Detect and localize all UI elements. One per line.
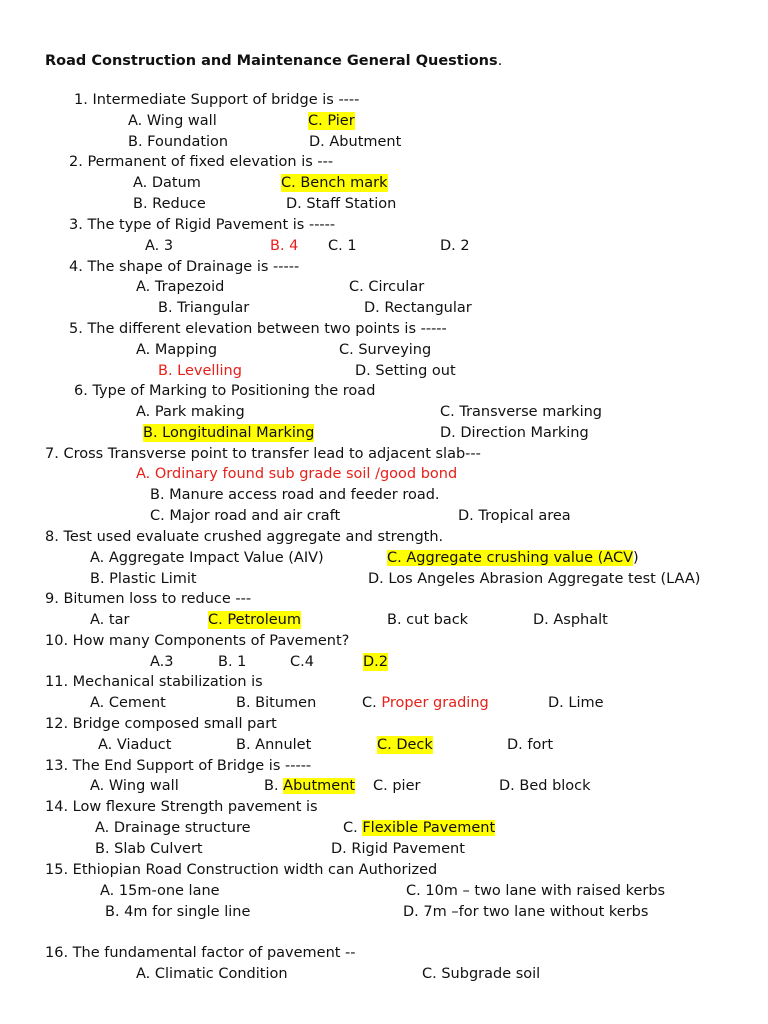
option-a: A. Park making bbox=[136, 404, 245, 420]
option-d: D. Tropical area bbox=[458, 508, 571, 524]
option-b: B. Bitumen bbox=[236, 695, 317, 711]
option-d: D. 2 bbox=[440, 238, 470, 254]
document-title: Road Construction and Maintenance General Questions. bbox=[45, 53, 503, 69]
option-c-answer: C. Aggregate crushing value (ACV) bbox=[387, 550, 639, 566]
question-7: 7. Cross Transverse point to transfer lead to adjacent slab--- bbox=[45, 446, 481, 462]
option-a: A. Wing wall bbox=[128, 113, 217, 129]
question-11: 11. Mechanical stabilization is bbox=[45, 674, 263, 690]
question-8: 8. Test used evaluate crushed aggregate and strength. bbox=[45, 529, 444, 545]
question-3: 3. The type of Rigid Pavement is ----- bbox=[69, 217, 336, 233]
option-d: D. 7m –for two lane without kerbs bbox=[403, 904, 649, 920]
option-d: D. fort bbox=[507, 737, 554, 753]
option-b-answer: B. Levelling bbox=[158, 363, 242, 379]
option-c: C. Transverse marking bbox=[440, 404, 602, 420]
option-c-answer: C. Deck bbox=[377, 737, 433, 753]
option-d: D. Rigid Pavement bbox=[331, 841, 465, 857]
option-a: A. Climatic Condition bbox=[136, 966, 288, 982]
option-d: D. Bed block bbox=[499, 778, 591, 794]
option-a: A.3 bbox=[150, 654, 174, 670]
question-14: 14. Low flexure Strength pavement is bbox=[45, 799, 318, 815]
question-5: 5. The different elevation between two points is ----- bbox=[69, 321, 447, 337]
option-a: A. 3 bbox=[145, 238, 174, 254]
option-d: D. Setting out bbox=[355, 363, 456, 379]
option-a: A. Trapezoid bbox=[136, 279, 225, 295]
question-10: 10. How many Components of Pavement? bbox=[45, 633, 350, 649]
question-2: 2. Permanent of fixed elevation is --- bbox=[69, 154, 334, 170]
option-b: B. 4m for single line bbox=[105, 904, 251, 920]
option-a: A. tar bbox=[90, 612, 130, 628]
option-d: D. Lime bbox=[548, 695, 604, 711]
option-a: A. 15m-one lane bbox=[100, 883, 220, 899]
option-c-answer: C. Pier bbox=[308, 113, 355, 129]
option-d: D. Direction Marking bbox=[440, 425, 589, 441]
option-c-answer: C. Bench mark bbox=[281, 175, 388, 191]
option-b: B. Triangular bbox=[158, 300, 250, 316]
option-b-answer: B. Abutment bbox=[264, 778, 356, 794]
option-c: C. pier bbox=[373, 778, 421, 794]
option-b: B. Annulet bbox=[236, 737, 312, 753]
option-c: C. Circular bbox=[349, 279, 425, 295]
question-13: 13. The End Support of Bridge is ----- bbox=[45, 758, 312, 774]
option-a: A. Cement bbox=[90, 695, 166, 711]
option-b: B. Reduce bbox=[133, 196, 206, 212]
option-b-answer: B. Longitudinal Marking bbox=[143, 425, 315, 441]
option-c-answer: C. Petroleum bbox=[208, 612, 301, 628]
option-c: C. Subgrade soil bbox=[422, 966, 541, 982]
option-b: B. Plastic Limit bbox=[90, 571, 197, 587]
option-a: A. Datum bbox=[133, 175, 201, 191]
option-b: B. Slab Culvert bbox=[95, 841, 203, 857]
option-d: D. Abutment bbox=[309, 134, 402, 150]
option-b: B. Manure access road and feeder road. bbox=[150, 487, 440, 503]
question-12: 12. Bridge composed small part bbox=[45, 716, 277, 732]
option-a: A. Aggregate Impact Value (AIV) bbox=[90, 550, 324, 566]
option-d: D. Staff Station bbox=[286, 196, 397, 212]
option-c: C. Surveying bbox=[339, 342, 432, 358]
option-c: C.4 bbox=[290, 654, 314, 670]
question-16: 16. The fundamental factor of pavement -- bbox=[45, 945, 356, 961]
option-c: C. 10m – two lane with raised kerbs bbox=[406, 883, 666, 899]
option-a-answer: A. Ordinary found sub grade soil /good bond bbox=[136, 466, 458, 482]
question-1: 1. Intermediate Support of bridge is ---- bbox=[74, 92, 360, 108]
question-15: 15. Ethiopian Road Construction width can Authorized bbox=[45, 862, 438, 878]
option-b: B. cut back bbox=[387, 612, 469, 628]
option-b: B. 1 bbox=[218, 654, 247, 670]
option-c-answer: C. Flexible Pavement bbox=[343, 820, 496, 836]
option-d: D. Los Angeles Abrasion Aggregate test (LAA) bbox=[368, 571, 701, 587]
option-c: C. 1 bbox=[328, 238, 357, 254]
question-6: 6. Type of Marking to Positioning the road bbox=[74, 383, 376, 399]
option-d: D. Rectangular bbox=[364, 300, 472, 316]
option-c-answer: C. Proper grading bbox=[362, 695, 489, 711]
option-c: C. Major road and air craft bbox=[150, 508, 341, 524]
option-a: A. Mapping bbox=[136, 342, 218, 358]
option-a: A. Viaduct bbox=[98, 737, 172, 753]
option-d: D. Asphalt bbox=[533, 612, 608, 628]
option-a: A. Wing wall bbox=[90, 778, 179, 794]
option-a: A. Drainage structure bbox=[95, 820, 251, 836]
option-b: B. Foundation bbox=[128, 134, 229, 150]
option-b-answer: B. 4 bbox=[270, 238, 299, 254]
question-9: 9. Bitumen loss to reduce --- bbox=[45, 591, 252, 607]
question-4: 4. The shape of Drainage is ----- bbox=[69, 259, 300, 275]
option-d-answer: D.2 bbox=[363, 654, 388, 670]
